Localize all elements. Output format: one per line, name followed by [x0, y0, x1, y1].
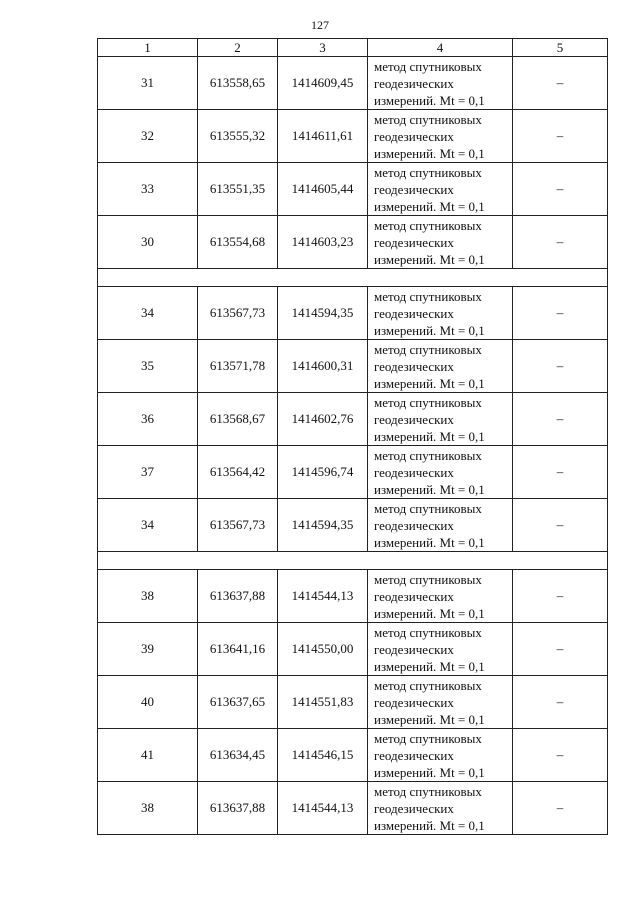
- table-body: [98, 57, 608, 835]
- method-line: измерений. Mt = 0,1: [374, 375, 485, 391]
- column-header: 2: [198, 39, 278, 57]
- method-line: геодезических: [374, 358, 454, 374]
- x-coordinate-cell: 613558,65: [198, 57, 278, 110]
- group-separator-row: [98, 552, 608, 570]
- point-number-cell: 34: [98, 499, 198, 552]
- x-coordinate-cell: 613571,78: [198, 340, 278, 393]
- method-line: измерений. Mt = 0,1: [374, 605, 485, 621]
- point-number-cell: 35: [98, 340, 198, 393]
- method-line: метод спутниковых: [374, 730, 482, 746]
- separator-cell: [98, 552, 608, 570]
- method-line: метод спутниковых: [374, 677, 482, 693]
- method-line: измерений. Mt = 0,1: [374, 817, 485, 833]
- y-coordinate-cell: 1414544,13: [278, 570, 368, 623]
- table-row: [98, 782, 608, 835]
- y-coordinate-cell: 1414605,44: [278, 163, 368, 216]
- x-coordinate-cell: 613564,42: [198, 446, 278, 499]
- note-cell: –: [513, 729, 608, 782]
- note-cell: –: [513, 623, 608, 676]
- method-line: метод спутниковых: [374, 394, 482, 410]
- method-line: метод спутниковых: [374, 217, 482, 233]
- method-line: геодезических: [374, 641, 454, 657]
- method-line: метод спутниковых: [374, 341, 482, 357]
- x-coordinate-cell: 613567,73: [198, 287, 278, 340]
- column-header: 4: [368, 39, 513, 57]
- method-cell: [368, 287, 513, 340]
- table-row: [98, 340, 608, 393]
- point-number-cell: 34: [98, 287, 198, 340]
- method-line: измерений. Mt = 0,1: [374, 198, 485, 214]
- method-line: измерений. Mt = 0,1: [374, 711, 485, 727]
- method-line: измерений. Mt = 0,1: [374, 534, 485, 550]
- y-coordinate-cell: 1414611,61: [278, 110, 368, 163]
- method-line: измерений. Mt = 0,1: [374, 145, 485, 161]
- method-cell: [368, 570, 513, 623]
- table-row: [98, 676, 608, 729]
- note-cell: –: [513, 163, 608, 216]
- y-coordinate-cell: 1414544,13: [278, 782, 368, 835]
- method-line: измерений. Mt = 0,1: [374, 764, 485, 780]
- method-cell: [368, 163, 513, 216]
- method-line: геодезических: [374, 588, 454, 604]
- method-line: метод спутниковых: [374, 164, 482, 180]
- point-number-cell: 39: [98, 623, 198, 676]
- note-cell: –: [513, 57, 608, 110]
- x-coordinate-cell: 613555,32: [198, 110, 278, 163]
- table-row: [98, 446, 608, 499]
- table-row: [98, 499, 608, 552]
- x-coordinate-cell: 613634,45: [198, 729, 278, 782]
- point-number-cell: 38: [98, 570, 198, 623]
- method-line: измерений. Mt = 0,1: [374, 251, 485, 267]
- y-coordinate-cell: 1414550,00: [278, 623, 368, 676]
- column-header: 1: [98, 39, 198, 57]
- method-cell: [368, 110, 513, 163]
- method-line: геодезических: [374, 181, 454, 197]
- x-coordinate-cell: 613637,65: [198, 676, 278, 729]
- x-coordinate-cell: 613568,67: [198, 393, 278, 446]
- method-line: метод спутниковых: [374, 783, 482, 799]
- method-cell: [368, 499, 513, 552]
- method-line: измерений. Mt = 0,1: [374, 92, 485, 108]
- x-coordinate-cell: 613567,73: [198, 499, 278, 552]
- note-cell: –: [513, 570, 608, 623]
- method-line: метод спутниковых: [374, 111, 482, 127]
- table-row: [98, 623, 608, 676]
- x-coordinate-cell: 613554,68: [198, 216, 278, 269]
- method-line: метод спутниковых: [374, 58, 482, 74]
- method-line: геодезических: [374, 305, 454, 321]
- note-cell: –: [513, 340, 608, 393]
- method-cell: [368, 729, 513, 782]
- table-row: [98, 729, 608, 782]
- method-line: измерений. Mt = 0,1: [374, 428, 485, 444]
- method-line: измерений. Mt = 0,1: [374, 481, 485, 497]
- method-line: геодезических: [374, 234, 454, 250]
- y-coordinate-cell: 1414551,83: [278, 676, 368, 729]
- y-coordinate-cell: 1414603,23: [278, 216, 368, 269]
- y-coordinate-cell: 1414596,74: [278, 446, 368, 499]
- point-number-cell: 37: [98, 446, 198, 499]
- x-coordinate-cell: 613551,35: [198, 163, 278, 216]
- method-line: геодезических: [374, 75, 454, 91]
- note-cell: –: [513, 287, 608, 340]
- table-row: [98, 216, 608, 269]
- table-row: [98, 393, 608, 446]
- method-cell: [368, 446, 513, 499]
- coordinates-table: [97, 38, 608, 835]
- method-line: геодезических: [374, 464, 454, 480]
- note-cell: –: [513, 393, 608, 446]
- method-line: геодезических: [374, 128, 454, 144]
- note-cell: –: [513, 216, 608, 269]
- method-line: геодезических: [374, 517, 454, 533]
- note-cell: –: [513, 676, 608, 729]
- method-line: измерений. Mt = 0,1: [374, 658, 485, 674]
- table-row: [98, 110, 608, 163]
- point-number-cell: 38: [98, 782, 198, 835]
- y-coordinate-cell: 1414600,31: [278, 340, 368, 393]
- method-line: метод спутниковых: [374, 571, 482, 587]
- method-cell: [368, 393, 513, 446]
- separator-cell: [98, 269, 608, 287]
- method-cell: [368, 782, 513, 835]
- note-cell: –: [513, 446, 608, 499]
- column-header: 5: [513, 39, 608, 57]
- y-coordinate-cell: 1414546,15: [278, 729, 368, 782]
- point-number-cell: 36: [98, 393, 198, 446]
- table-row: [98, 57, 608, 110]
- method-cell: [368, 57, 513, 110]
- x-coordinate-cell: 613641,16: [198, 623, 278, 676]
- note-cell: –: [513, 499, 608, 552]
- y-coordinate-cell: 1414594,35: [278, 287, 368, 340]
- method-line: метод спутниковых: [374, 500, 482, 516]
- method-line: метод спутниковых: [374, 288, 482, 304]
- point-number-cell: 31: [98, 57, 198, 110]
- x-coordinate-cell: 613637,88: [198, 570, 278, 623]
- method-cell: [368, 623, 513, 676]
- method-line: геодезических: [374, 694, 454, 710]
- group-separator-row: [98, 269, 608, 287]
- y-coordinate-cell: 1414594,35: [278, 499, 368, 552]
- y-coordinate-cell: 1414602,76: [278, 393, 368, 446]
- point-number-cell: 41: [98, 729, 198, 782]
- y-coordinate-cell: 1414609,45: [278, 57, 368, 110]
- page-number: 127: [311, 18, 329, 32]
- method-line: метод спутниковых: [374, 447, 482, 463]
- table-row: [98, 163, 608, 216]
- method-line: геодезических: [374, 800, 454, 816]
- x-coordinate-cell: 613637,88: [198, 782, 278, 835]
- note-cell: –: [513, 782, 608, 835]
- point-number-cell: 40: [98, 676, 198, 729]
- table-row: [98, 287, 608, 340]
- column-header: 3: [278, 39, 368, 57]
- method-cell: [368, 676, 513, 729]
- method-line: метод спутниковых: [374, 624, 482, 640]
- method-line: геодезических: [374, 747, 454, 763]
- method-cell: [368, 340, 513, 393]
- method-line: геодезических: [374, 411, 454, 427]
- point-number-cell: 32: [98, 110, 198, 163]
- note-cell: –: [513, 110, 608, 163]
- header-row: [98, 39, 608, 57]
- method-cell: [368, 216, 513, 269]
- point-number-cell: 30: [98, 216, 198, 269]
- point-number-cell: 33: [98, 163, 198, 216]
- table-row: [98, 570, 608, 623]
- method-line: измерений. Mt = 0,1: [374, 322, 485, 338]
